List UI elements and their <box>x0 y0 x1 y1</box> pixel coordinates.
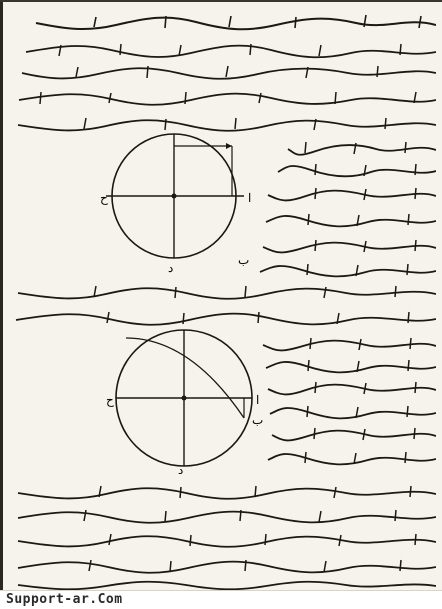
manuscript-line <box>264 210 436 232</box>
manuscript-line <box>276 160 436 182</box>
manuscript-line <box>266 184 436 206</box>
manuscript-line <box>266 448 436 470</box>
diagram-2-label-0: ح <box>106 393 114 407</box>
manuscript-line <box>261 334 436 356</box>
manuscript-line <box>266 378 436 400</box>
manuscript-line <box>264 356 436 378</box>
geometric-diagram-circle-2 <box>8 324 273 474</box>
diagram-2-label-3: د <box>178 463 184 474</box>
diagram-2-label-2: ا <box>256 393 260 407</box>
diagram-1-label-3: د <box>168 261 174 275</box>
manuscript-line <box>16 556 436 578</box>
manuscript-line <box>258 260 436 282</box>
manuscript-line <box>16 530 436 552</box>
manuscript-line <box>16 282 436 304</box>
manuscript-line <box>261 236 436 258</box>
watermark-text: Support-ar.Com <box>6 592 123 607</box>
manuscript-line <box>18 62 436 84</box>
diagram-1-label-0: ح <box>100 191 108 205</box>
manuscript-line <box>16 88 436 110</box>
diagram-2-label-1: ب <box>252 413 264 427</box>
manuscript-line <box>16 482 436 504</box>
diagram-1-label-1: ب <box>238 253 250 267</box>
manuscript-line <box>286 138 436 160</box>
manuscript-line <box>268 402 436 424</box>
watermark-bar <box>0 590 442 609</box>
manuscript-line <box>270 424 436 446</box>
manuscript-line <box>26 12 436 34</box>
manuscript-line <box>16 506 436 528</box>
geometric-diagram-circle-1 <box>8 132 273 282</box>
manuscript-text-block <box>8 4 436 589</box>
manuscript-line <box>21 40 436 62</box>
diagram-1-label-2: ا <box>248 191 252 205</box>
